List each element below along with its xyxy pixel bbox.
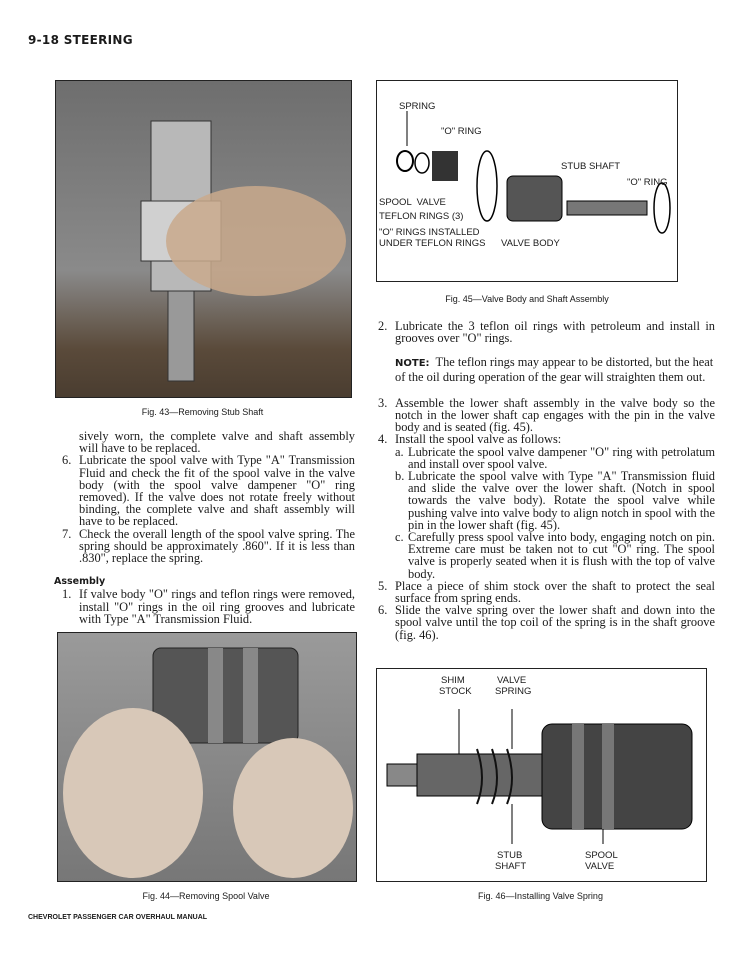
item-number: 5. (378, 578, 388, 593)
item-text: Install the spool valve as follows: (395, 432, 562, 447)
note-label: NOTE: (395, 358, 430, 370)
label-shaft: SHAFT (495, 861, 527, 872)
item-number: 2. (378, 319, 388, 333)
list-item (378, 604, 715, 641)
spool-valve-photo-illustration (58, 633, 356, 881)
label-stock: STOCK (439, 686, 472, 697)
label-valve-2: VALVE (585, 861, 615, 872)
item-text: Lubricate the spool valve with Type "A" Transmission Fluid and check the fit of the spool valve in the valve body (with the spool valve dampener "O" ring removed). If the valve does not rotate freely without binding, the complete valve and shaft assembly will have to be replaced. (79, 453, 355, 529)
label-stub-shaft: STUB SHAFT (561, 161, 621, 172)
sub-text: Carefully press spool valve into body, engaging notch on pin. Extreme care must be taken not to cut "O" ring. The spool valve is properly seated when it is flush with the top of valve body. (408, 530, 715, 581)
list-item (378, 580, 715, 604)
label-valve-body: VALVE BODY (501, 238, 560, 249)
label-teflon-rings: TEFLON RINGS (3) (379, 211, 464, 222)
item-text: If valve body "O" rings and teflon rings were removed, install "O" rings in the oil ring grooves and lubricate with Type "A" Transmission Fluid. (79, 587, 355, 626)
label-spool: SPOOL (585, 850, 618, 861)
fig43-photo (55, 80, 352, 398)
label-o-ring-2: "O" RING (627, 177, 668, 188)
label-valve: VALVE (497, 675, 527, 686)
fig46-diagram (376, 668, 707, 882)
sub-letter: c. (395, 530, 404, 545)
left-column-text (54, 429, 355, 626)
right-column-text (378, 320, 715, 641)
fig43-caption: Fig. 43—Removing Stub Shaft (141, 407, 264, 417)
list-item (62, 588, 355, 625)
list-item (62, 528, 355, 565)
item-number: 6. (378, 603, 388, 618)
fig44-photo (57, 632, 357, 882)
sub-letter: a. (395, 444, 404, 459)
label-o-ring: "O" RING (441, 126, 482, 137)
item-number: 4. (378, 432, 388, 447)
note-text: The teflon rings may appear to be distorted, but the heat of the oil during operation of the gear will straighten them out. (395, 355, 714, 384)
label-spring: SPRING (495, 686, 532, 697)
label-spool-valve: SPOOL VALVE (379, 197, 446, 208)
item-text: Slide the valve spring over the lower shaft and down into the spool valve until the top coil of the spring is in the shaft groove (fig. 46). (395, 603, 715, 642)
valve-spring-install-drawing (377, 669, 706, 881)
continued-paragraph: sively worn, the complete valve and shaft assembly will have to be replaced. (79, 429, 355, 456)
sub-text: Lubricate the spool valve dampener "O" ring with petrolatum and install over spool valve. (408, 444, 715, 471)
item-number: 1. (62, 587, 72, 602)
fig45-diagram (376, 80, 678, 282)
item-text: Lubricate the 3 teflon oil rings with petroleum and install in grooves over "O" rings. (395, 319, 715, 346)
item-number: 6. (62, 453, 72, 468)
item-number: 3. (378, 395, 388, 410)
page-header: 9-18 STEERING (28, 33, 133, 47)
sub-item (378, 446, 715, 470)
list-item (62, 454, 355, 527)
sub-letter: b. (395, 469, 405, 484)
label-under-teflon-rings: UNDER TEFLON RINGS (379, 238, 486, 249)
item-number: 7. (62, 526, 72, 541)
page-footer: CHEVROLET PASSENGER CAR OVERHAUL MANUAL (28, 914, 208, 921)
label-stub: STUB (497, 850, 523, 861)
sub-text: Lubricate the spool valve with Type "A" Transmission fluid and slide the valve over the lower shaft. (Notch in spool towards the valve body). Rotate the spool valve while pushing valve into valve body to align notch in spool with the pin in the lower shaft (fig. 45). (408, 469, 715, 532)
sub-item (378, 470, 715, 531)
label-o-rings-installed: "O" RINGS INSTALLED (379, 227, 480, 238)
item-text: Check the overall length of the spool valve spring. The spring should be approximately .860". If it is less than .830", replace the spring. (79, 526, 355, 566)
fig46-caption: Fig. 46—Installing Valve Spring (478, 891, 603, 901)
label-shim: SHIM (441, 675, 465, 686)
list-item (378, 320, 715, 344)
item-text: Place a piece of shim stock over the shaft to protect the seal surface from spring ends. (395, 578, 715, 606)
sub-item (378, 531, 715, 580)
note (378, 356, 715, 382)
list-item (378, 397, 715, 434)
fig45-caption: Fig. 45—Valve Body and Shaft Assembly (445, 294, 609, 304)
fig44-caption: Fig. 44—Removing Spool Valve (142, 891, 270, 901)
label-spring: SPRING (399, 101, 436, 112)
item-text: Assemble the lower shaft assembly in the valve body so the notch in the lower shaft cap engages with the pin in the valve body and is seated (fig. 45). (395, 395, 715, 435)
stub-shaft-photo-illustration (56, 81, 351, 397)
section-heading-assembly: Assembly (54, 576, 106, 588)
